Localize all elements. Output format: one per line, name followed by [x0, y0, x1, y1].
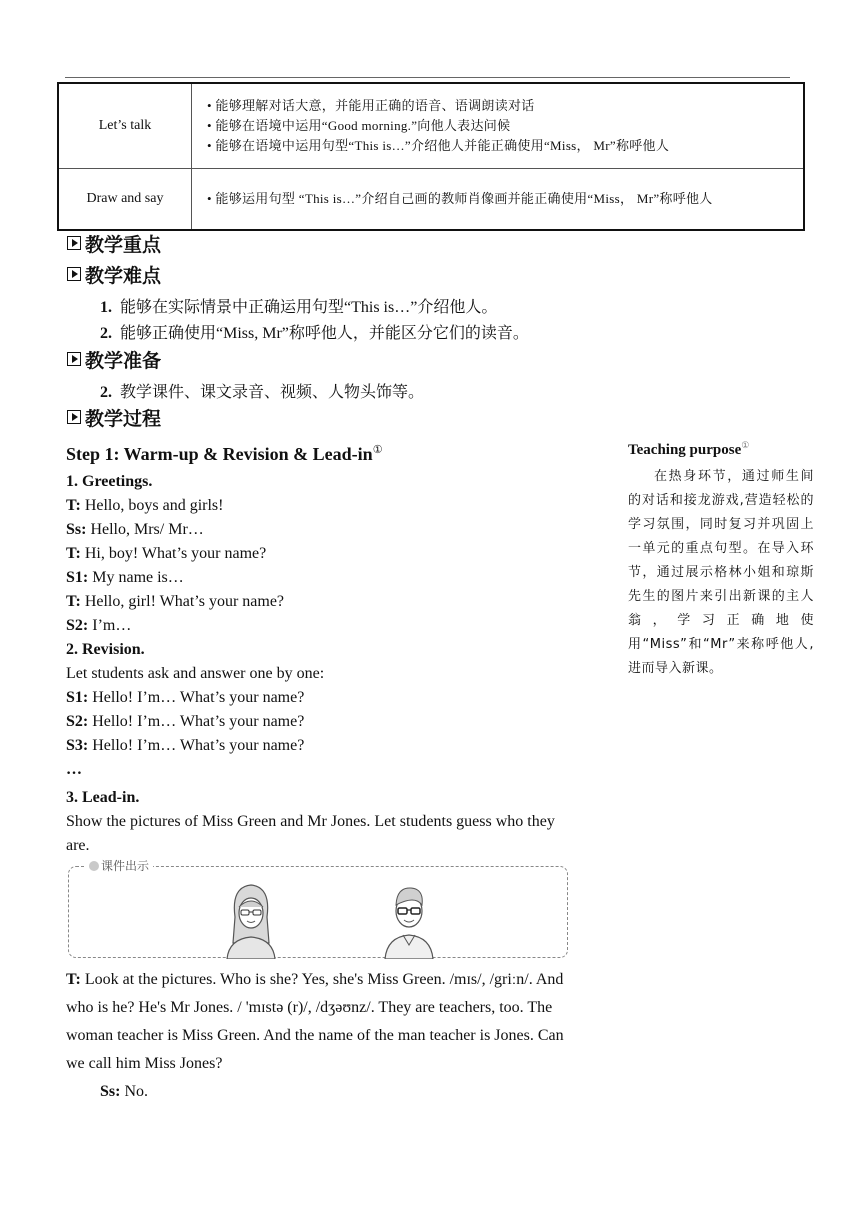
- objective-point: • 能够在语境中运用“Good morning.”向他人表达问候: [203, 116, 796, 136]
- item-number: 1.: [100, 299, 112, 316]
- dialogue-line: S1: My name is…: [66, 569, 184, 586]
- mr-jones-portrait: [379, 877, 439, 959]
- objective-point: • 能够理解对话大意，并能用正确的语音、语调朗读对话: [203, 96, 796, 116]
- dialogue-line: Ss: Hello, Mrs/ Mr…: [66, 521, 204, 538]
- revision-intro: Let students ask and answer one by one:: [66, 665, 325, 682]
- label-dot-icon: [89, 861, 99, 871]
- difficulty-item: [100, 320, 529, 343]
- item-number: 2.: [100, 384, 112, 401]
- objective-row-lets-talk: [58, 83, 804, 169]
- objective-points: [192, 169, 805, 231]
- subheading-revision: 2. Revision.: [66, 641, 145, 658]
- dialogue-line: S2: I’m…: [66, 617, 132, 634]
- section-preparation: [67, 348, 161, 370]
- leadin-text: Show the pictures of Miss Green and Mr Jones. Let students guess who they are.: [66, 813, 555, 854]
- section-title: 教学准备: [85, 349, 162, 372]
- courseware-label: 课件出示: [85, 857, 153, 874]
- item-text: 能够正确使用“Miss, Mr”称呼他人，并能区分它们的读音。: [120, 325, 529, 342]
- play-triangle-icon: [67, 410, 81, 424]
- play-triangle-icon: [67, 236, 81, 250]
- item-number: 2.: [100, 325, 112, 342]
- dialogue-line: T: Hello, girl! What’s your name?: [66, 593, 285, 610]
- subheading-greetings: 1. Greetings.: [66, 473, 153, 490]
- objectives-table: [57, 82, 805, 231]
- footnote-mark: ①: [741, 440, 750, 450]
- dialogue-line: T: Hello, boys and girls!: [66, 497, 224, 514]
- section-title: 教学难点: [85, 264, 162, 287]
- section-focus: [67, 232, 161, 254]
- teaching-purpose: [628, 440, 814, 681]
- step1-content: [66, 438, 576, 858]
- miss-green-portrait: [221, 877, 281, 959]
- play-triangle-icon: [67, 352, 81, 366]
- section-title: 教学过程: [85, 407, 162, 430]
- objective-name: Draw and say: [58, 169, 192, 231]
- difficulty-item: [100, 294, 497, 317]
- footnote-mark: ①: [372, 444, 383, 456]
- subheading-leadin: 3. Lead-in.: [66, 789, 140, 806]
- teaching-purpose-body: 在热身环节，通过师生间的对话和接龙游戏,营造轻松的学习氛围，同时复习并巩固上一单元的重点句型。在导入环节，通过展示格林小姐和琼斯先生的图片来引出新课的主人翁，学习正确地使用“Miss”和“Mr”来称呼他人,进而导入新课。: [628, 469, 814, 676]
- top-rule: [65, 77, 790, 78]
- step-title: Step 1: Warm-up & Revision & Lead-in①: [66, 444, 383, 464]
- courseware-box: [68, 859, 568, 958]
- item-text: 教学课件、课文录音、视频、人物头饰等。: [120, 384, 425, 401]
- dialogue-line: S1: Hello! I’m… What’s your name?: [66, 689, 305, 706]
- section-title: 教学重点: [85, 233, 162, 256]
- objective-point: • 能够运用句型 “This is…”介绍自己画的教师肖像画并能正确使用“Miss， Mr”称呼他人: [203, 189, 796, 209]
- dialogue-line: T: Hi, boy! What’s your name?: [66, 545, 267, 562]
- objective-point: • 能够在语境中运用句型“This is…”介绍他人并能正确使用“Miss， Mr”称呼他人: [203, 136, 796, 156]
- ellipsis: …: [66, 761, 82, 778]
- play-triangle-icon: [67, 267, 81, 281]
- teacher-line: T: Look at the pictures. Who is she? Yes, she's Miss Green. /mɪs/, /griːn/. And who is he? He's Mr Jones. / 'mɪstə (r)/, /dʒəʊnz/. They are teachers, too. The woman teacher is Miss Green. And the name of the man teacher is Jones. Can we call him Miss Jones?: [66, 971, 564, 1072]
- objective-points: [192, 83, 805, 169]
- objective-name: Let’s talk: [58, 83, 192, 169]
- dialogue-line: S2: Hello! I’m… What’s your name?: [66, 713, 305, 730]
- teaching-purpose-title: Teaching purpose①: [628, 440, 750, 458]
- dialogue-line: S3: Hello! I’m… What’s your name?: [66, 737, 305, 754]
- students-line: Ss: No.: [100, 1083, 149, 1100]
- section-process: [67, 406, 161, 428]
- objective-row-draw-and-say: [58, 169, 804, 231]
- preparation-item: [100, 379, 424, 402]
- section-difficulty: [67, 263, 161, 285]
- item-text: 能够在实际情景中正确运用句型“This is…”介绍他人。: [120, 299, 498, 316]
- lead-in-dialogue: [66, 966, 576, 1106]
